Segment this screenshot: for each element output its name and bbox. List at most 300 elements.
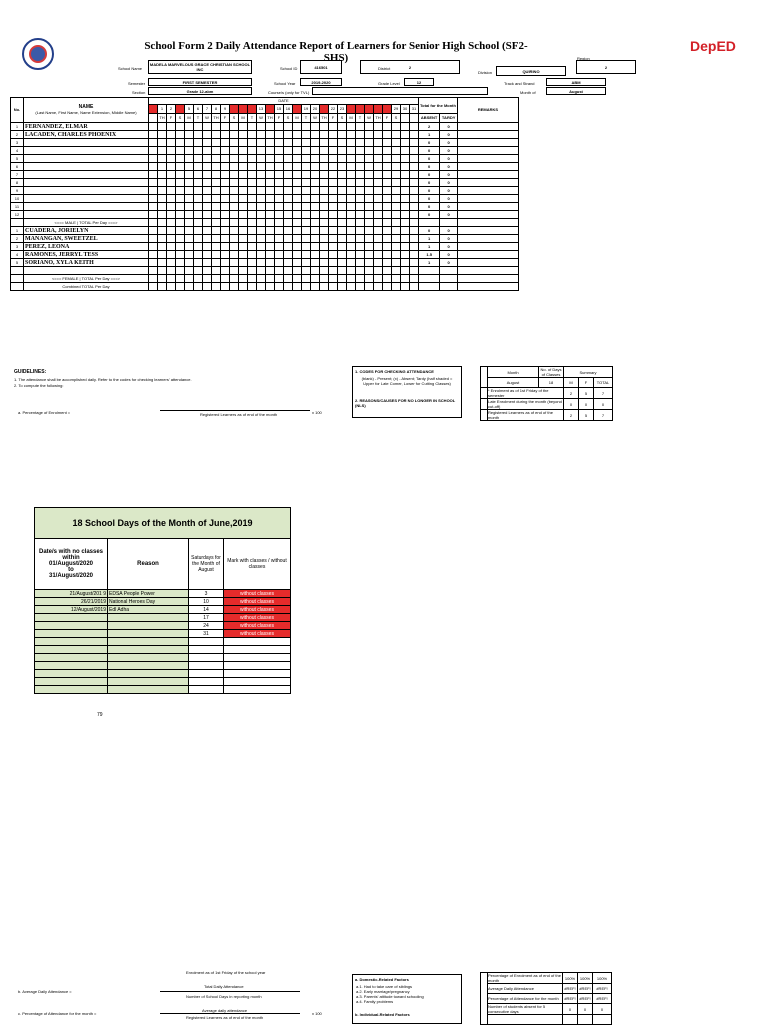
attendance-cell[interactable] bbox=[293, 155, 302, 163]
attendance-cell[interactable] bbox=[320, 163, 329, 171]
attendance-cell[interactable] bbox=[257, 147, 266, 155]
attendance-cell[interactable] bbox=[374, 155, 383, 163]
attendance-cell[interactable] bbox=[230, 163, 239, 171]
attendance-cell[interactable] bbox=[284, 123, 293, 131]
attendance-cell[interactable] bbox=[329, 147, 338, 155]
attendance-cell[interactable] bbox=[392, 267, 401, 275]
attendance-cell[interactable] bbox=[311, 179, 320, 187]
attendance-cell[interactable] bbox=[167, 227, 176, 235]
attendance-cell[interactable] bbox=[167, 123, 176, 131]
attendance-cell[interactable] bbox=[365, 131, 374, 139]
attendance-cell[interactable] bbox=[311, 203, 320, 211]
attendance-cell[interactable] bbox=[401, 179, 410, 187]
attendance-cell[interactable] bbox=[203, 147, 212, 155]
attendance-cell[interactable] bbox=[302, 155, 311, 163]
attendance-cell[interactable] bbox=[275, 203, 284, 211]
attendance-cell[interactable] bbox=[185, 131, 194, 139]
attendance-cell[interactable] bbox=[167, 203, 176, 211]
attendance-cell[interactable] bbox=[212, 155, 221, 163]
attendance-cell[interactable] bbox=[158, 155, 167, 163]
attendance-cell[interactable] bbox=[185, 211, 194, 219]
attendance-cell[interactable] bbox=[320, 211, 329, 219]
attendance-cell[interactable] bbox=[194, 267, 203, 275]
attendance-cell[interactable] bbox=[203, 179, 212, 187]
attendance-cell[interactable] bbox=[230, 147, 239, 155]
attendance-cell[interactable] bbox=[338, 163, 347, 171]
attendance-cell[interactable] bbox=[365, 123, 374, 131]
attendance-cell[interactable] bbox=[293, 243, 302, 251]
attendance-cell[interactable] bbox=[203, 235, 212, 243]
attendance-cell[interactable] bbox=[365, 147, 374, 155]
attendance-cell[interactable] bbox=[212, 187, 221, 195]
attendance-cell[interactable] bbox=[338, 147, 347, 155]
attendance-cell[interactable] bbox=[167, 235, 176, 243]
attendance-cell[interactable] bbox=[248, 243, 257, 251]
attendance-cell[interactable] bbox=[185, 123, 194, 131]
attendance-cell[interactable] bbox=[356, 235, 365, 243]
attendance-cell[interactable] bbox=[248, 251, 257, 259]
attendance-cell[interactable] bbox=[203, 195, 212, 203]
attendance-cell[interactable] bbox=[185, 195, 194, 203]
attendance-cell[interactable] bbox=[383, 123, 392, 131]
attendance-cell[interactable] bbox=[194, 251, 203, 259]
attendance-cell[interactable] bbox=[158, 179, 167, 187]
attendance-cell[interactable] bbox=[302, 227, 311, 235]
attendance-cell[interactable] bbox=[284, 155, 293, 163]
attendance-cell[interactable] bbox=[410, 243, 419, 251]
attendance-cell[interactable] bbox=[392, 179, 401, 187]
attendance-cell[interactable] bbox=[158, 243, 167, 251]
attendance-cell[interactable] bbox=[284, 243, 293, 251]
attendance-cell[interactable] bbox=[221, 163, 230, 171]
attendance-cell[interactable] bbox=[248, 227, 257, 235]
attendance-cell[interactable] bbox=[311, 139, 320, 147]
attendance-cell[interactable] bbox=[284, 139, 293, 147]
attendance-cell[interactable] bbox=[392, 147, 401, 155]
attendance-cell[interactable] bbox=[194, 195, 203, 203]
attendance-cell[interactable] bbox=[248, 235, 257, 243]
attendance-cell[interactable] bbox=[266, 163, 275, 171]
attendance-cell[interactable] bbox=[239, 243, 248, 251]
attendance-cell[interactable] bbox=[266, 227, 275, 235]
attendance-cell[interactable] bbox=[320, 147, 329, 155]
attendance-cell[interactable] bbox=[293, 139, 302, 147]
attendance-cell[interactable] bbox=[149, 147, 158, 155]
attendance-cell[interactable] bbox=[194, 235, 203, 243]
attendance-cell[interactable] bbox=[221, 251, 230, 259]
attendance-cell[interactable] bbox=[383, 203, 392, 211]
attendance-cell[interactable] bbox=[410, 227, 419, 235]
attendance-cell[interactable] bbox=[149, 211, 158, 219]
attendance-cell[interactable] bbox=[401, 243, 410, 251]
attendance-cell[interactable] bbox=[248, 211, 257, 219]
attendance-cell[interactable] bbox=[266, 259, 275, 267]
attendance-cell[interactable] bbox=[338, 187, 347, 195]
attendance-cell[interactable] bbox=[293, 211, 302, 219]
attendance-cell[interactable] bbox=[167, 211, 176, 219]
attendance-cell[interactable] bbox=[167, 195, 176, 203]
remarks-cell[interactable] bbox=[458, 243, 519, 251]
attendance-cell[interactable] bbox=[194, 163, 203, 171]
attendance-cell[interactable] bbox=[149, 227, 158, 235]
attendance-cell[interactable] bbox=[266, 179, 275, 187]
attendance-cell[interactable] bbox=[374, 227, 383, 235]
attendance-cell[interactable] bbox=[401, 203, 410, 211]
attendance-cell[interactable] bbox=[221, 259, 230, 267]
attendance-cell[interactable] bbox=[275, 259, 284, 267]
attendance-cell[interactable] bbox=[356, 227, 365, 235]
attendance-cell[interactable] bbox=[221, 267, 230, 275]
attendance-cell[interactable] bbox=[230, 227, 239, 235]
attendance-cell[interactable] bbox=[374, 195, 383, 203]
attendance-cell[interactable] bbox=[302, 187, 311, 195]
attendance-cell[interactable] bbox=[320, 123, 329, 131]
attendance-cell[interactable] bbox=[167, 131, 176, 139]
attendance-cell[interactable] bbox=[248, 155, 257, 163]
attendance-cell[interactable] bbox=[176, 187, 185, 195]
attendance-cell[interactable] bbox=[392, 139, 401, 147]
attendance-cell[interactable] bbox=[266, 123, 275, 131]
attendance-cell[interactable] bbox=[284, 131, 293, 139]
attendance-cell[interactable] bbox=[374, 267, 383, 275]
attendance-cell[interactable] bbox=[401, 227, 410, 235]
attendance-cell[interactable] bbox=[167, 243, 176, 251]
attendance-cell[interactable] bbox=[410, 259, 419, 267]
attendance-cell[interactable] bbox=[248, 259, 257, 267]
attendance-cell[interactable] bbox=[176, 267, 185, 275]
attendance-cell[interactable] bbox=[410, 139, 419, 147]
attendance-cell[interactable] bbox=[158, 267, 167, 275]
attendance-cell[interactable] bbox=[194, 123, 203, 131]
attendance-cell[interactable] bbox=[203, 163, 212, 171]
attendance-cell[interactable] bbox=[302, 235, 311, 243]
attendance-cell[interactable] bbox=[176, 163, 185, 171]
attendance-cell[interactable] bbox=[266, 187, 275, 195]
attendance-cell[interactable] bbox=[365, 179, 374, 187]
attendance-cell[interactable] bbox=[383, 211, 392, 219]
attendance-cell[interactable] bbox=[302, 259, 311, 267]
attendance-cell[interactable] bbox=[149, 155, 158, 163]
attendance-cell[interactable] bbox=[221, 179, 230, 187]
attendance-cell[interactable] bbox=[311, 267, 320, 275]
attendance-cell[interactable] bbox=[266, 235, 275, 243]
attendance-cell[interactable] bbox=[374, 187, 383, 195]
attendance-cell[interactable] bbox=[266, 267, 275, 275]
attendance-cell[interactable] bbox=[257, 259, 266, 267]
attendance-cell[interactable] bbox=[176, 227, 185, 235]
attendance-cell[interactable] bbox=[365, 235, 374, 243]
remarks-cell[interactable] bbox=[458, 171, 519, 179]
attendance-cell[interactable] bbox=[410, 123, 419, 131]
attendance-cell[interactable] bbox=[257, 203, 266, 211]
attendance-cell[interactable] bbox=[167, 259, 176, 267]
attendance-cell[interactable] bbox=[302, 243, 311, 251]
attendance-cell[interactable] bbox=[365, 267, 374, 275]
attendance-cell[interactable] bbox=[347, 139, 356, 147]
attendance-cell[interactable] bbox=[365, 243, 374, 251]
attendance-cell[interactable] bbox=[374, 251, 383, 259]
attendance-cell[interactable] bbox=[356, 123, 365, 131]
attendance-cell[interactable] bbox=[167, 155, 176, 163]
attendance-cell[interactable] bbox=[185, 163, 194, 171]
attendance-cell[interactable] bbox=[230, 171, 239, 179]
attendance-cell[interactable] bbox=[329, 195, 338, 203]
attendance-cell[interactable] bbox=[248, 187, 257, 195]
attendance-cell[interactable] bbox=[203, 139, 212, 147]
attendance-cell[interactable] bbox=[239, 211, 248, 219]
attendance-cell[interactable] bbox=[284, 267, 293, 275]
attendance-cell[interactable] bbox=[230, 235, 239, 243]
attendance-cell[interactable] bbox=[347, 131, 356, 139]
attendance-cell[interactable] bbox=[176, 171, 185, 179]
attendance-cell[interactable] bbox=[383, 163, 392, 171]
attendance-cell[interactable] bbox=[338, 139, 347, 147]
attendance-cell[interactable] bbox=[149, 251, 158, 259]
attendance-cell[interactable] bbox=[185, 139, 194, 147]
attendance-cell[interactable] bbox=[383, 235, 392, 243]
attendance-cell[interactable] bbox=[185, 179, 194, 187]
attendance-cell[interactable] bbox=[158, 171, 167, 179]
attendance-cell[interactable] bbox=[302, 179, 311, 187]
attendance-cell[interactable] bbox=[266, 131, 275, 139]
attendance-cell[interactable] bbox=[338, 267, 347, 275]
attendance-cell[interactable] bbox=[257, 179, 266, 187]
attendance-cell[interactable] bbox=[284, 187, 293, 195]
attendance-cell[interactable] bbox=[248, 179, 257, 187]
attendance-cell[interactable] bbox=[401, 131, 410, 139]
attendance-cell[interactable] bbox=[221, 139, 230, 147]
attendance-cell[interactable] bbox=[149, 179, 158, 187]
attendance-cell[interactable] bbox=[230, 195, 239, 203]
attendance-cell[interactable] bbox=[266, 203, 275, 211]
attendance-cell[interactable] bbox=[212, 171, 221, 179]
attendance-cell[interactable] bbox=[401, 155, 410, 163]
attendance-cell[interactable] bbox=[311, 163, 320, 171]
attendance-cell[interactable] bbox=[392, 259, 401, 267]
attendance-cell[interactable] bbox=[347, 187, 356, 195]
remarks-cell[interactable] bbox=[458, 179, 519, 187]
attendance-cell[interactable] bbox=[293, 227, 302, 235]
attendance-cell[interactable] bbox=[284, 227, 293, 235]
attendance-cell[interactable] bbox=[230, 251, 239, 259]
attendance-cell[interactable] bbox=[320, 227, 329, 235]
attendance-cell[interactable] bbox=[185, 187, 194, 195]
attendance-cell[interactable] bbox=[356, 139, 365, 147]
attendance-cell[interactable] bbox=[185, 155, 194, 163]
attendance-cell[interactable] bbox=[392, 171, 401, 179]
attendance-cell[interactable] bbox=[239, 235, 248, 243]
attendance-cell[interactable] bbox=[257, 235, 266, 243]
attendance-cell[interactable] bbox=[410, 171, 419, 179]
attendance-cell[interactable] bbox=[284, 259, 293, 267]
attendance-cell[interactable] bbox=[347, 211, 356, 219]
attendance-cell[interactable] bbox=[383, 251, 392, 259]
attendance-cell[interactable] bbox=[275, 227, 284, 235]
remarks-cell[interactable] bbox=[458, 259, 519, 267]
attendance-cell[interactable] bbox=[194, 227, 203, 235]
attendance-cell[interactable] bbox=[212, 195, 221, 203]
attendance-cell[interactable] bbox=[257, 139, 266, 147]
attendance-cell[interactable] bbox=[284, 163, 293, 171]
attendance-cell[interactable] bbox=[302, 139, 311, 147]
attendance-cell[interactable] bbox=[275, 251, 284, 259]
attendance-cell[interactable] bbox=[329, 203, 338, 211]
attendance-cell[interactable] bbox=[347, 171, 356, 179]
attendance-cell[interactable] bbox=[410, 131, 419, 139]
attendance-cell[interactable] bbox=[302, 163, 311, 171]
attendance-cell[interactable] bbox=[239, 259, 248, 267]
attendance-cell[interactable] bbox=[374, 171, 383, 179]
attendance-cell[interactable] bbox=[275, 267, 284, 275]
attendance-cell[interactable] bbox=[392, 243, 401, 251]
attendance-cell[interactable] bbox=[302, 123, 311, 131]
attendance-cell[interactable] bbox=[383, 187, 392, 195]
attendance-cell[interactable] bbox=[212, 251, 221, 259]
attendance-cell[interactable] bbox=[221, 211, 230, 219]
attendance-cell[interactable] bbox=[239, 171, 248, 179]
attendance-cell[interactable] bbox=[257, 187, 266, 195]
attendance-cell[interactable] bbox=[230, 243, 239, 251]
attendance-cell[interactable] bbox=[329, 123, 338, 131]
attendance-cell[interactable] bbox=[347, 179, 356, 187]
attendance-cell[interactable] bbox=[311, 147, 320, 155]
attendance-cell[interactable] bbox=[392, 195, 401, 203]
attendance-cell[interactable] bbox=[383, 243, 392, 251]
attendance-cell[interactable] bbox=[176, 259, 185, 267]
attendance-cell[interactable] bbox=[401, 147, 410, 155]
attendance-cell[interactable] bbox=[167, 267, 176, 275]
attendance-cell[interactable] bbox=[194, 139, 203, 147]
attendance-cell[interactable] bbox=[338, 211, 347, 219]
attendance-cell[interactable] bbox=[365, 171, 374, 179]
attendance-cell[interactable] bbox=[185, 267, 194, 275]
attendance-cell[interactable] bbox=[239, 227, 248, 235]
remarks-cell[interactable] bbox=[458, 235, 519, 243]
attendance-cell[interactable] bbox=[176, 179, 185, 187]
attendance-cell[interactable] bbox=[176, 131, 185, 139]
attendance-cell[interactable] bbox=[212, 139, 221, 147]
attendance-cell[interactable] bbox=[383, 139, 392, 147]
attendance-cell[interactable] bbox=[194, 155, 203, 163]
attendance-cell[interactable] bbox=[257, 243, 266, 251]
attendance-cell[interactable] bbox=[293, 195, 302, 203]
attendance-cell[interactable] bbox=[392, 211, 401, 219]
attendance-cell[interactable] bbox=[383, 259, 392, 267]
attendance-cell[interactable] bbox=[149, 235, 158, 243]
remarks-cell[interactable] bbox=[458, 203, 519, 211]
attendance-cell[interactable] bbox=[203, 211, 212, 219]
attendance-cell[interactable] bbox=[158, 187, 167, 195]
attendance-cell[interactable] bbox=[194, 179, 203, 187]
attendance-cell[interactable] bbox=[383, 195, 392, 203]
attendance-cell[interactable] bbox=[275, 123, 284, 131]
attendance-cell[interactable] bbox=[158, 211, 167, 219]
attendance-cell[interactable] bbox=[392, 131, 401, 139]
attendance-cell[interactable] bbox=[374, 131, 383, 139]
attendance-cell[interactable] bbox=[185, 227, 194, 235]
attendance-cell[interactable] bbox=[176, 147, 185, 155]
attendance-cell[interactable] bbox=[338, 235, 347, 243]
attendance-cell[interactable] bbox=[221, 195, 230, 203]
attendance-cell[interactable] bbox=[392, 187, 401, 195]
attendance-cell[interactable] bbox=[329, 139, 338, 147]
attendance-cell[interactable] bbox=[158, 123, 167, 131]
attendance-cell[interactable] bbox=[248, 195, 257, 203]
attendance-cell[interactable] bbox=[284, 195, 293, 203]
attendance-cell[interactable] bbox=[203, 203, 212, 211]
attendance-cell[interactable] bbox=[266, 251, 275, 259]
attendance-cell[interactable] bbox=[410, 187, 419, 195]
attendance-cell[interactable] bbox=[338, 251, 347, 259]
attendance-cell[interactable] bbox=[365, 251, 374, 259]
attendance-cell[interactable] bbox=[203, 131, 212, 139]
attendance-cell[interactable] bbox=[149, 267, 158, 275]
attendance-cell[interactable] bbox=[293, 251, 302, 259]
attendance-cell[interactable] bbox=[302, 195, 311, 203]
attendance-cell[interactable] bbox=[383, 179, 392, 187]
attendance-cell[interactable] bbox=[176, 211, 185, 219]
attendance-cell[interactable] bbox=[410, 267, 419, 275]
attendance-cell[interactable] bbox=[320, 267, 329, 275]
attendance-cell[interactable] bbox=[401, 195, 410, 203]
attendance-cell[interactable] bbox=[374, 203, 383, 211]
attendance-cell[interactable] bbox=[401, 123, 410, 131]
attendance-cell[interactable] bbox=[149, 259, 158, 267]
attendance-cell[interactable] bbox=[311, 131, 320, 139]
attendance-cell[interactable] bbox=[320, 187, 329, 195]
attendance-cell[interactable] bbox=[212, 163, 221, 171]
attendance-cell[interactable] bbox=[320, 139, 329, 147]
attendance-cell[interactable] bbox=[230, 187, 239, 195]
attendance-cell[interactable] bbox=[401, 259, 410, 267]
attendance-cell[interactable] bbox=[176, 155, 185, 163]
attendance-cell[interactable] bbox=[410, 211, 419, 219]
attendance-cell[interactable] bbox=[383, 227, 392, 235]
attendance-cell[interactable] bbox=[158, 163, 167, 171]
attendance-cell[interactable] bbox=[410, 179, 419, 187]
attendance-cell[interactable] bbox=[302, 251, 311, 259]
attendance-cell[interactable] bbox=[239, 123, 248, 131]
attendance-cell[interactable] bbox=[212, 203, 221, 211]
attendance-cell[interactable] bbox=[347, 123, 356, 131]
attendance-cell[interactable] bbox=[149, 139, 158, 147]
attendance-cell[interactable] bbox=[338, 179, 347, 187]
attendance-cell[interactable] bbox=[311, 123, 320, 131]
attendance-cell[interactable] bbox=[167, 187, 176, 195]
attendance-cell[interactable] bbox=[302, 203, 311, 211]
attendance-cell[interactable] bbox=[311, 187, 320, 195]
attendance-cell[interactable] bbox=[176, 203, 185, 211]
attendance-cell[interactable] bbox=[329, 155, 338, 163]
attendance-cell[interactable] bbox=[275, 187, 284, 195]
attendance-cell[interactable] bbox=[158, 147, 167, 155]
attendance-cell[interactable] bbox=[149, 243, 158, 251]
attendance-cell[interactable] bbox=[329, 235, 338, 243]
attendance-cell[interactable] bbox=[239, 267, 248, 275]
attendance-cell[interactable] bbox=[347, 155, 356, 163]
remarks-cell[interactable] bbox=[458, 251, 519, 259]
attendance-cell[interactable] bbox=[239, 251, 248, 259]
remarks-cell[interactable] bbox=[458, 211, 519, 219]
attendance-cell[interactable] bbox=[257, 171, 266, 179]
attendance-cell[interactable] bbox=[356, 163, 365, 171]
attendance-cell[interactable] bbox=[167, 179, 176, 187]
attendance-cell[interactable] bbox=[230, 155, 239, 163]
attendance-cell[interactable] bbox=[410, 147, 419, 155]
remarks-cell[interactable] bbox=[458, 163, 519, 171]
attendance-cell[interactable] bbox=[293, 267, 302, 275]
remarks-cell[interactable] bbox=[458, 147, 519, 155]
